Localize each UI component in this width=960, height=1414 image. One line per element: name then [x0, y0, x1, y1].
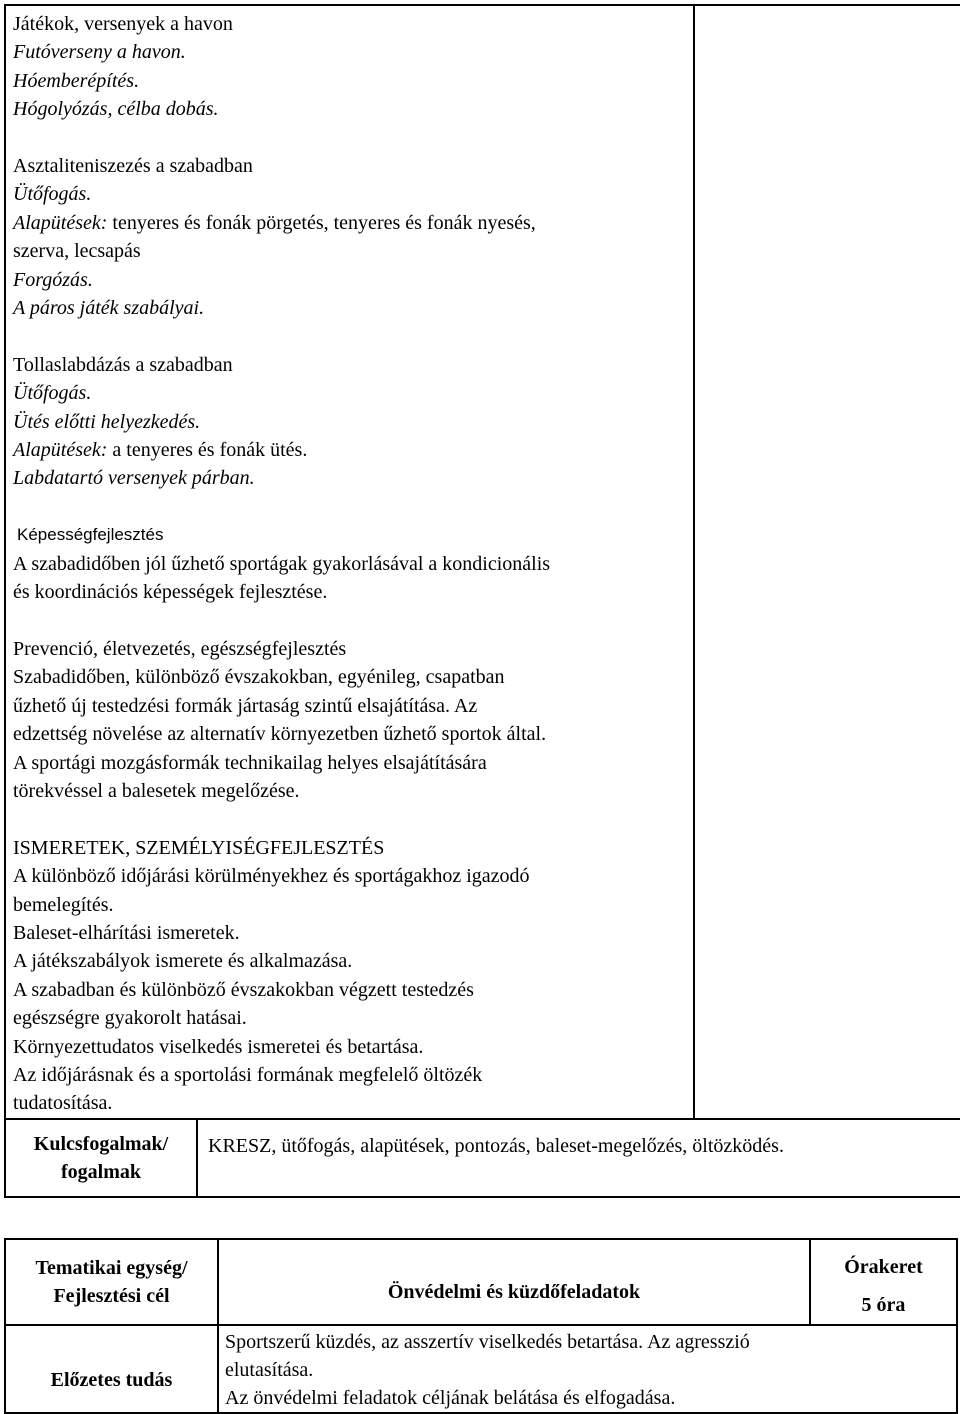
block-knowledge — [13, 834, 693, 1118]
badminton-item: Alapütések: a tenyeres és fonák ütés. — [13, 439, 308, 462]
kulcs-label-line: fogalmak — [61, 1160, 141, 1183]
kulcs-text: KRESZ, ütőfogás, alapütések, pontozás, baleset-megelőzés, öltözködés. — [208, 1134, 784, 1157]
unit-title: Önvédelmi és küzdőfeladatok — [218, 1239, 810, 1325]
knowledge-line: A játékszabályok ismerete és alkalmazása. — [13, 950, 353, 973]
prevention-line: A sportági mozgásformák technikailag helyes elsajátítására — [13, 751, 487, 774]
block-winter-games — [13, 10, 693, 124]
content-cell — [5, 5, 694, 1119]
unit-hours — [810, 1239, 957, 1325]
prior-label: Előzetes tudás — [5, 1325, 218, 1413]
hours-value: 5 óra — [861, 1294, 906, 1316]
prevention-line: Szabadidőben, különböző évszakokban, egyénileg, csapatban — [13, 666, 505, 689]
skills-heading: Képességfejlesztés — [17, 525, 164, 545]
knowledge-line: bemelegítés. — [13, 893, 114, 916]
unit-label-line: Fejlesztési cél — [53, 1285, 170, 1307]
table-tennis-item: Alapütések: tenyeres és fonák pörgetés, tenyeres és fonák nyesés, — [13, 211, 536, 234]
table-tennis-item: szerva, lecsapás — [13, 240, 141, 263]
knowledge-line: Környezettudatos viselkedés ismeretei és betartása. — [13, 1035, 424, 1058]
prevention-heading: Prevenció, életvezetés, egészségfejlesztés — [13, 637, 347, 660]
block-skills — [13, 521, 693, 606]
kulcs-label-line: Kulcsfogalmak/ — [33, 1132, 169, 1155]
badminton-item: Ütőfogás. — [13, 382, 92, 405]
unit-label-line: Tematikai egység/ — [35, 1257, 188, 1279]
content-table — [4, 4, 960, 1198]
knowledge-line: Az időjárásnak és a sportolási formának megfelelő öltözék — [13, 1063, 483, 1086]
knowledge-line: Baleset-elhárítási ismeretek. — [13, 921, 240, 944]
badminton-item: Labdatartó versenyek párban. — [13, 467, 255, 490]
prior-text — [218, 1325, 957, 1413]
badminton-item: Ütés előtti helyezkedés. — [13, 410, 201, 433]
table-tennis-heading: Asztaliteniszezés a szabadban — [13, 155, 253, 178]
kulcs-label — [6, 1120, 197, 1196]
empty-cell — [694, 5, 960, 1119]
prior-line: Sportszerű küzdés, az asszertív viselkedés betartása. Az agresszió — [225, 1331, 750, 1353]
winter-games-item: Hóemberépítés. — [13, 69, 140, 92]
prior-line: Az önvédelmi feladatok céljának belátása és elfogadása. — [225, 1387, 676, 1409]
prevention-line: törekvéssel a balesetek megelőzése. — [13, 779, 300, 802]
unit-table — [4, 1238, 958, 1414]
knowledge-line: tudatosítása. — [13, 1092, 113, 1115]
winter-games-heading: Játékok, versenyek a havon — [13, 13, 233, 35]
winter-games-item: Hógolyózás, célba dobás. — [13, 98, 219, 121]
block-prevention — [13, 635, 693, 805]
block-table-tennis — [13, 152, 693, 322]
badminton-heading: Tollaslabdázás a szabadban — [13, 353, 233, 376]
knowledge-line: A szabadban és különböző évszakokban végzett testedzés — [13, 978, 474, 1001]
knowledge-line: A különböző időjárási körülményekhez és sportágakhoz igazodó — [13, 865, 530, 888]
knowledge-heading: ISMERETEK, SZEMÉLYISÉGFEJLESZTÉS — [13, 836, 385, 859]
unit-label — [5, 1239, 218, 1325]
prevention-line: edzettség növelése az alternatív környezetben űzhető sportok által. — [13, 723, 547, 746]
skills-line: A szabadidőben jól űzhető sportágak gyakorlásával a kondicionális — [13, 552, 551, 575]
table-tennis-item: Ütőfogás. — [13, 183, 92, 206]
skills-line: és koordinációs képességek fejlesztése. — [13, 581, 328, 604]
prior-line: elutasítása. — [225, 1359, 314, 1381]
prevention-line: űzhető új testedzési formák jártaság szintű elsajátítása. Az — [13, 694, 478, 717]
hours-label: Órakeret — [844, 1256, 923, 1278]
knowledge-line: egészségre gyakorolt hatásai. — [13, 1007, 247, 1030]
table-tennis-item: A páros játék szabályai. — [13, 297, 205, 320]
block-badminton — [13, 351, 693, 493]
winter-games-item: Futóverseny a havon. — [13, 41, 186, 64]
kulcs-row — [5, 1119, 960, 1197]
table-tennis-item: Forgózás. — [13, 268, 93, 291]
